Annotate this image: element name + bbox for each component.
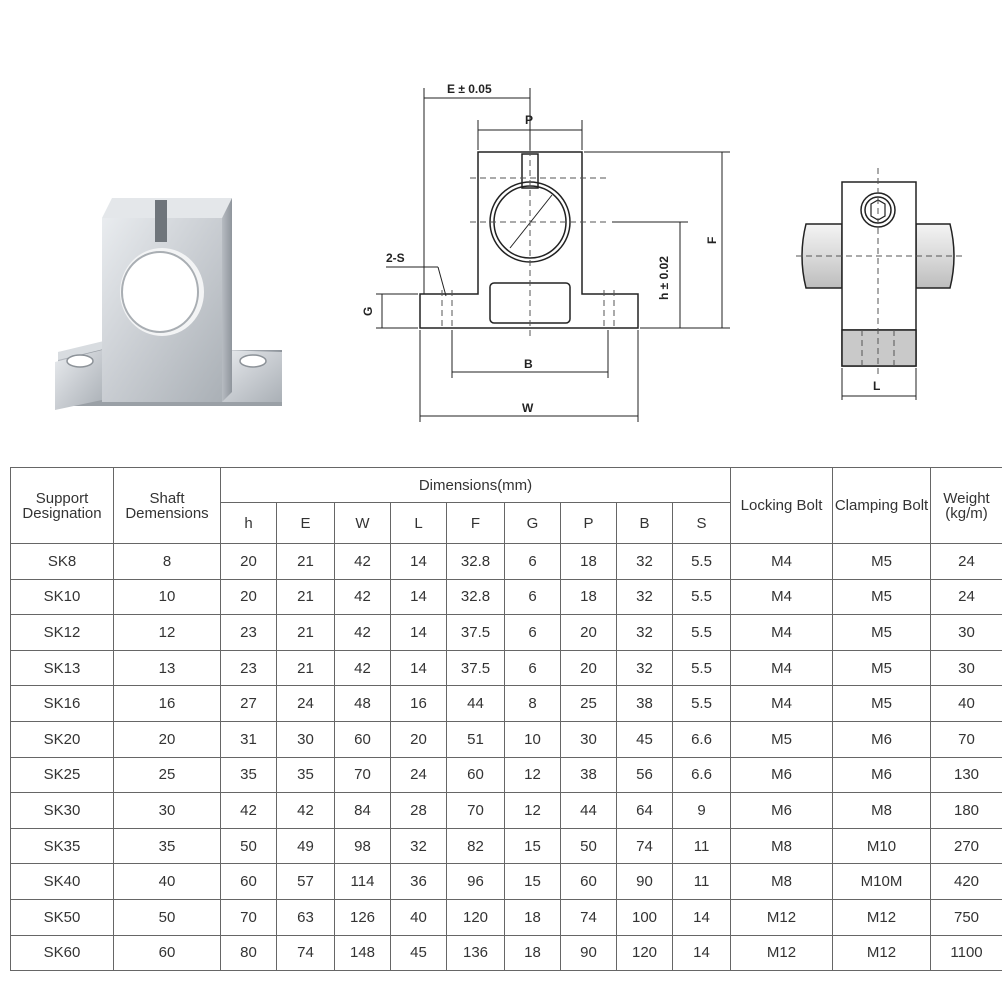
dim-b-cell: 32 — [617, 544, 673, 580]
locking-bolt-cell: M8 — [731, 828, 833, 864]
dim-s-cell: 5.5 — [673, 686, 731, 722]
dim-g-cell: 6 — [505, 544, 561, 580]
header-dim-p: P — [561, 503, 617, 544]
dim-e-cell: 21 — [277, 544, 335, 580]
dim-l-cell: 14 — [391, 615, 447, 651]
dim-g-cell: 15 — [505, 828, 561, 864]
label-f: F — [705, 236, 719, 244]
dim-s-cell: 14 — [673, 935, 731, 971]
dim-b-cell: 32 — [617, 650, 673, 686]
dim-w-cell: 60 — [335, 721, 391, 757]
dim-s-cell: 6.6 — [673, 721, 731, 757]
dim-e-cell: 42 — [277, 793, 335, 829]
shaft-cell: 20 — [114, 721, 221, 757]
dim-w-cell: 126 — [335, 899, 391, 935]
dim-w-cell: 42 — [335, 579, 391, 615]
dim-s-cell: 6.6 — [673, 757, 731, 793]
dim-b-cell: 38 — [617, 686, 673, 722]
front-view-drawing — [376, 88, 730, 422]
dim-l-cell: 14 — [391, 579, 447, 615]
specification-table — [10, 467, 1002, 971]
header-weight: Weight (kg/m) — [931, 468, 1002, 544]
dim-l-cell: 36 — [391, 864, 447, 900]
header-dim-f: F — [447, 503, 505, 544]
header-dim-s: S — [673, 503, 731, 544]
dim-p-cell: 20 — [561, 615, 617, 651]
dim-f-cell: 82 — [447, 828, 505, 864]
dim-p-cell: 44 — [561, 793, 617, 829]
dim-w-cell: 42 — [335, 650, 391, 686]
designation-cell: SK50 — [11, 899, 114, 935]
dim-w-cell: 42 — [335, 615, 391, 651]
dim-f-cell: 136 — [447, 935, 505, 971]
dim-e-cell: 21 — [277, 650, 335, 686]
designation-cell: SK13 — [11, 650, 114, 686]
weight-cell: 40 — [931, 686, 1002, 722]
designation-cell: SK30 — [11, 793, 114, 829]
dim-b-cell: 32 — [617, 615, 673, 651]
weight-cell: 30 — [931, 615, 1002, 651]
table-row — [11, 544, 1002, 580]
dim-p-cell: 90 — [561, 935, 617, 971]
dim-p-cell: 50 — [561, 828, 617, 864]
weight-cell: 24 — [931, 544, 1002, 580]
table-body — [11, 544, 1002, 971]
dim-e-cell: 49 — [277, 828, 335, 864]
dim-s-cell: 11 — [673, 828, 731, 864]
dim-p-cell: 38 — [561, 757, 617, 793]
designation-cell: SK40 — [11, 864, 114, 900]
dim-l-cell: 14 — [391, 544, 447, 580]
designation-cell: SK25 — [11, 757, 114, 793]
dim-e-cell: 57 — [277, 864, 335, 900]
designation-cell: SK16 — [11, 686, 114, 722]
dim-g-cell: 6 — [505, 650, 561, 686]
dim-l-cell: 14 — [391, 650, 447, 686]
dim-e-cell: 30 — [277, 721, 335, 757]
dim-f-cell: 37.5 — [447, 650, 505, 686]
dim-b-cell: 56 — [617, 757, 673, 793]
dim-b-cell: 45 — [617, 721, 673, 757]
dim-g-cell: 10 — [505, 721, 561, 757]
dim-b-cell: 120 — [617, 935, 673, 971]
dim-g-cell: 18 — [505, 935, 561, 971]
dim-l-cell: 40 — [391, 899, 447, 935]
dim-w-cell: 84 — [335, 793, 391, 829]
dim-g-cell: 6 — [505, 615, 561, 651]
dim-h-cell: 23 — [221, 615, 277, 651]
shaft-cell: 10 — [114, 579, 221, 615]
figure-svg — [0, 0, 1002, 465]
dim-l-cell: 24 — [391, 757, 447, 793]
dim-e-cell: 21 — [277, 615, 335, 651]
dim-s-cell: 11 — [673, 864, 731, 900]
dim-h-cell: 70 — [221, 899, 277, 935]
dim-f-cell: 32.8 — [447, 579, 505, 615]
shaft-cell: 12 — [114, 615, 221, 651]
table-row — [11, 721, 1002, 757]
dim-h-cell: 60 — [221, 864, 277, 900]
label-l: L — [873, 379, 881, 393]
dim-e-cell: 24 — [277, 686, 335, 722]
dim-h-cell: 42 — [221, 793, 277, 829]
clamping-bolt-cell: M5 — [833, 544, 931, 580]
label-p: P — [525, 113, 534, 127]
designation-cell: SK12 — [11, 615, 114, 651]
header-locking-bolt: Locking Bolt — [731, 468, 833, 544]
product-figure — [0, 0, 1002, 465]
weight-cell: 750 — [931, 899, 1002, 935]
locking-bolt-cell: M6 — [731, 793, 833, 829]
shaft-cell: 13 — [114, 650, 221, 686]
dim-h-cell: 20 — [221, 579, 277, 615]
label-g: G — [361, 306, 375, 316]
weight-cell: 24 — [931, 579, 1002, 615]
dim-e-cell: 63 — [277, 899, 335, 935]
weight-cell: 1100 — [931, 935, 1002, 971]
dim-s-cell: 5.5 — [673, 579, 731, 615]
dim-g-cell: 8 — [505, 686, 561, 722]
clamping-bolt-cell: M5 — [833, 650, 931, 686]
dim-f-cell: 44 — [447, 686, 505, 722]
designation-cell: SK10 — [11, 579, 114, 615]
dim-w-cell: 114 — [335, 864, 391, 900]
clamping-bolt-cell: M5 — [833, 579, 931, 615]
header-dim-h: h — [221, 503, 277, 544]
dim-p-cell: 74 — [561, 899, 617, 935]
locking-bolt-cell: M5 — [731, 721, 833, 757]
label-e: E ± 0.05 — [447, 82, 492, 96]
header-dim-e: E — [277, 503, 335, 544]
dim-h-cell: 35 — [221, 757, 277, 793]
dim-s-cell: 5.5 — [673, 544, 731, 580]
dim-e-cell: 74 — [277, 935, 335, 971]
shaft-cell: 50 — [114, 899, 221, 935]
dim-p-cell: 30 — [561, 721, 617, 757]
weight-cell: 30 — [931, 650, 1002, 686]
clamping-bolt-cell: M10 — [833, 828, 931, 864]
dim-h-cell: 27 — [221, 686, 277, 722]
locking-bolt-cell: M4 — [731, 615, 833, 651]
clamping-bolt-cell: M8 — [833, 793, 931, 829]
designation-cell: SK35 — [11, 828, 114, 864]
locking-bolt-cell: M12 — [731, 935, 833, 971]
dim-p-cell: 18 — [561, 544, 617, 580]
dim-h-cell: 20 — [221, 544, 277, 580]
shaft-cell: 35 — [114, 828, 221, 864]
dim-w-cell: 42 — [335, 544, 391, 580]
designation-cell: SK8 — [11, 544, 114, 580]
shaft-cell: 16 — [114, 686, 221, 722]
clamping-bolt-cell: M5 — [833, 615, 931, 651]
header-clamping-bolt: Clamping Bolt — [833, 468, 931, 544]
dim-l-cell: 16 — [391, 686, 447, 722]
label-b: B — [524, 357, 533, 371]
shaft-cell: 40 — [114, 864, 221, 900]
locking-bolt-cell: M6 — [731, 757, 833, 793]
header-dim-l: L — [391, 503, 447, 544]
locking-bolt-cell: M4 — [731, 686, 833, 722]
table-row — [11, 686, 1002, 722]
header-dim-w: W — [335, 503, 391, 544]
locking-bolt-cell: M8 — [731, 864, 833, 900]
table-row — [11, 935, 1002, 971]
clamping-bolt-cell: M10M — [833, 864, 931, 900]
dim-l-cell: 20 — [391, 721, 447, 757]
clamping-bolt-cell: M12 — [833, 935, 931, 971]
table-row — [11, 757, 1002, 793]
dim-g-cell: 15 — [505, 864, 561, 900]
table-row — [11, 793, 1002, 829]
dim-s-cell: 9 — [673, 793, 731, 829]
dim-l-cell: 28 — [391, 793, 447, 829]
table-row — [11, 864, 1002, 900]
header-dim-b: B — [617, 503, 673, 544]
dim-l-cell: 45 — [391, 935, 447, 971]
dim-f-cell: 51 — [447, 721, 505, 757]
dim-w-cell: 98 — [335, 828, 391, 864]
header-row-1 — [11, 468, 1002, 503]
dim-f-cell: 70 — [447, 793, 505, 829]
locking-bolt-cell: M4 — [731, 650, 833, 686]
table-row — [11, 899, 1002, 935]
dim-h-cell: 50 — [221, 828, 277, 864]
header-dimensions: Dimensions(mm) — [221, 468, 731, 503]
dim-g-cell: 18 — [505, 899, 561, 935]
dim-g-cell: 6 — [505, 579, 561, 615]
locking-bolt-cell: M4 — [731, 579, 833, 615]
designation-cell: SK20 — [11, 721, 114, 757]
table-row — [11, 615, 1002, 651]
dim-p-cell: 20 — [561, 650, 617, 686]
weight-cell: 270 — [931, 828, 1002, 864]
shaft-cell: 30 — [114, 793, 221, 829]
dim-w-cell: 48 — [335, 686, 391, 722]
dim-f-cell: 37.5 — [447, 615, 505, 651]
header-dim-g: G — [505, 503, 561, 544]
clamping-bolt-cell: M6 — [833, 757, 931, 793]
dim-s-cell: 5.5 — [673, 650, 731, 686]
dim-h-cell: 23 — [221, 650, 277, 686]
dim-w-cell: 148 — [335, 935, 391, 971]
shaft-cell: 60 — [114, 935, 221, 971]
dim-f-cell: 60 — [447, 757, 505, 793]
clamping-bolt-cell: M6 — [833, 721, 931, 757]
dim-p-cell: 18 — [561, 579, 617, 615]
weight-cell: 180 — [931, 793, 1002, 829]
dim-b-cell: 64 — [617, 793, 673, 829]
clamping-bolt-cell: M5 — [833, 686, 931, 722]
dim-p-cell: 60 — [561, 864, 617, 900]
side-view-drawing — [796, 168, 962, 400]
locking-bolt-cell: M12 — [731, 899, 833, 935]
locking-bolt-cell: M4 — [731, 544, 833, 580]
dim-b-cell: 32 — [617, 579, 673, 615]
header-support-designation: Support Designation — [11, 468, 114, 544]
dim-s-cell: 14 — [673, 899, 731, 935]
weight-cell: 70 — [931, 721, 1002, 757]
header-shaft-dimensions: Shaft Demensions — [114, 468, 221, 544]
product-photo — [55, 198, 282, 410]
label-h: h ± 0.02 — [657, 256, 671, 300]
dim-f-cell: 32.8 — [447, 544, 505, 580]
dim-b-cell: 100 — [617, 899, 673, 935]
dim-g-cell: 12 — [505, 793, 561, 829]
dim-p-cell: 25 — [561, 686, 617, 722]
dim-l-cell: 32 — [391, 828, 447, 864]
dim-f-cell: 120 — [447, 899, 505, 935]
table-row — [11, 650, 1002, 686]
label-w: W — [522, 401, 534, 415]
weight-cell: 420 — [931, 864, 1002, 900]
dim-g-cell: 12 — [505, 757, 561, 793]
dim-f-cell: 96 — [447, 864, 505, 900]
dim-h-cell: 31 — [221, 721, 277, 757]
dim-s-cell: 5.5 — [673, 615, 731, 651]
designation-cell: SK60 — [11, 935, 114, 971]
shaft-cell: 25 — [114, 757, 221, 793]
dim-h-cell: 80 — [221, 935, 277, 971]
dim-e-cell: 35 — [277, 757, 335, 793]
dim-e-cell: 21 — [277, 579, 335, 615]
dim-b-cell: 74 — [617, 828, 673, 864]
table-row — [11, 579, 1002, 615]
table-row — [11, 828, 1002, 864]
dim-w-cell: 70 — [335, 757, 391, 793]
weight-cell: 130 — [931, 757, 1002, 793]
dim-b-cell: 90 — [617, 864, 673, 900]
shaft-cell: 8 — [114, 544, 221, 580]
clamping-bolt-cell: M12 — [833, 899, 931, 935]
label-s: 2-S — [386, 251, 405, 265]
